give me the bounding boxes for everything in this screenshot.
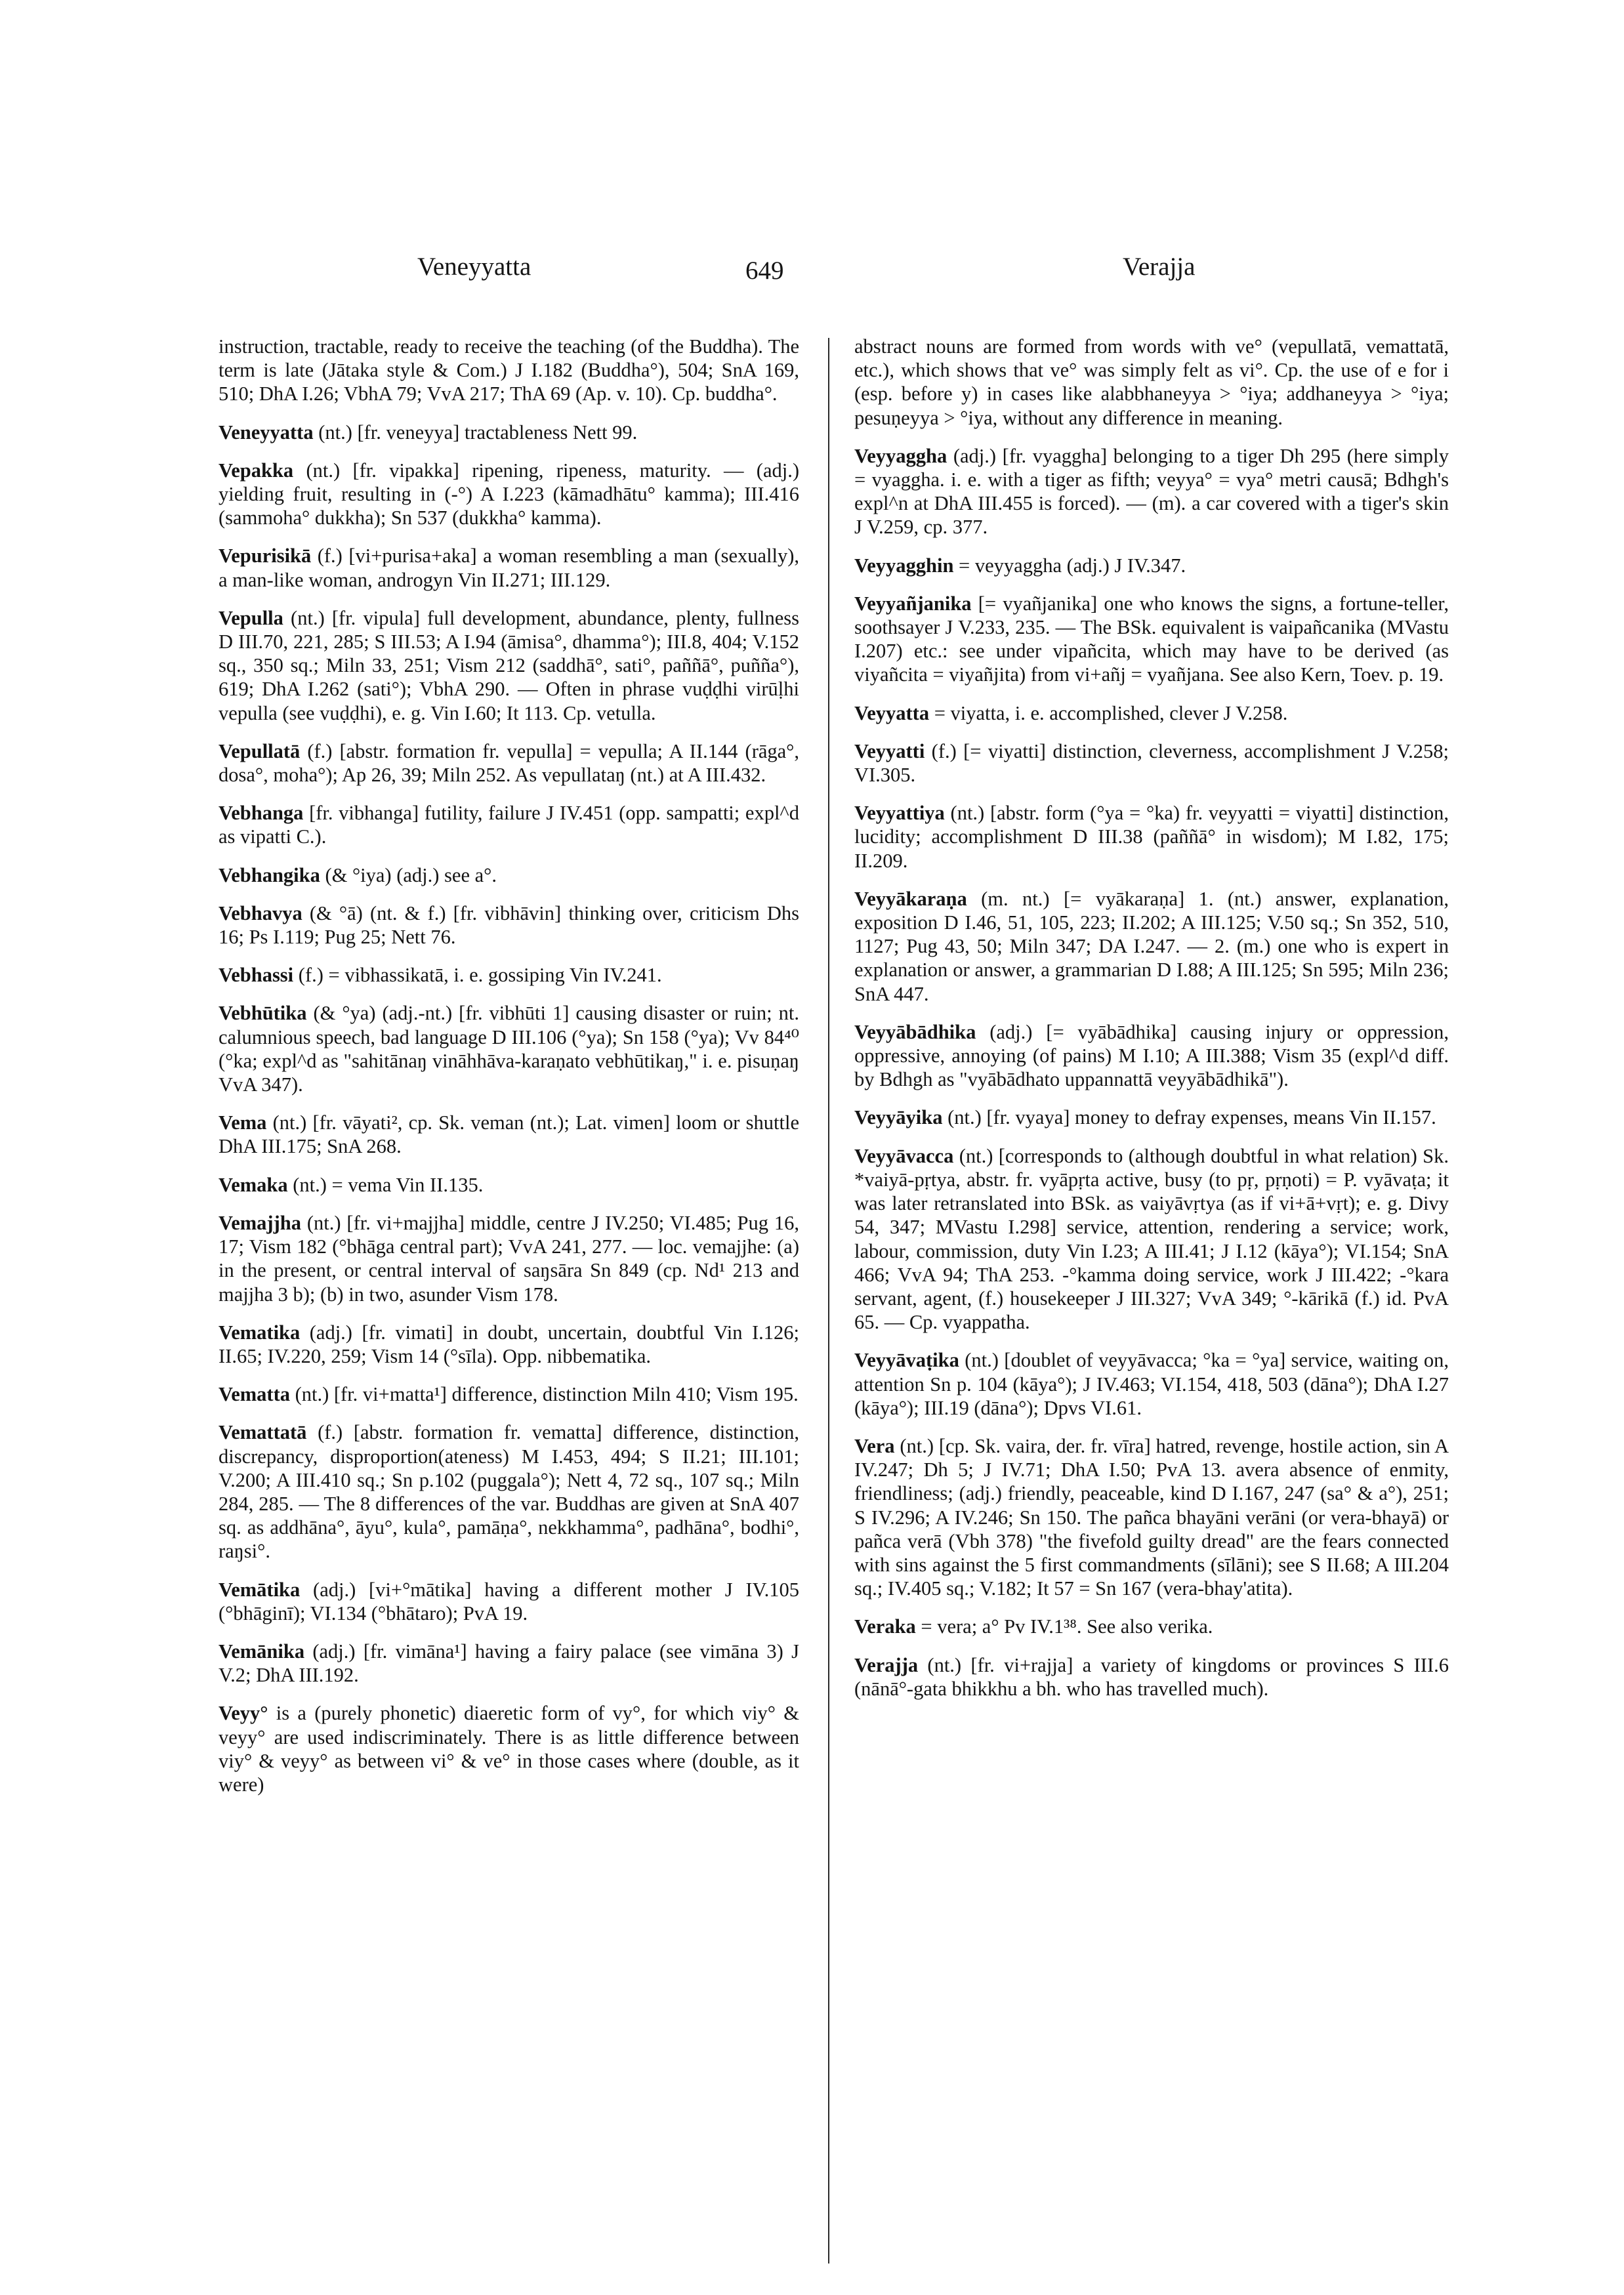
entry-definition: (nt.) [doublet of veyyāvacca; °ka = °ya] service, waiting on, attention Sn p. 104 (kāya°); J IV.463; VI.154, 418, 503 (dāna°); DhA I.27 (kāya°); III.19 (dāna°); Dpvs VI.61.	[854, 1349, 1449, 1419]
entry-headword: Vepullatā	[219, 739, 301, 762]
entry-definition: (nt.) [fr. vipakka] ripening, ripeness, maturity. — (adj.) yielding fruit, resulting in (-°) A I.223 (kāmadhātu° kamma); III.416 (sammoha° dukkha); Sn 537 (dukkha° kamma).	[219, 459, 799, 529]
entry-headword: Vepulla	[219, 606, 283, 629]
dictionary-entry	[854, 1434, 1449, 1600]
entry-definition: (nt.) [corresponds to (although doubtful in what relation) Sk. *vaiyā-pṛtya, abstr. fr. vyāpṛta active, busy (to pṛ, pṛṇoti) = P. vyāvaṭa; it was later retranslated into BSk. as vaiyāvṛtya (as if vi+ā+vṛt); e. g. Divy 54, 347; MVastu I.298] service, attention, rendering a service; work, labour, commission, duty Vin I.23; A III.41; J I.12 (kāya°); VI.154; SnA 466; VvA 94; ThA 253. -°kamma doing service, work J III.422; -°kara servant, agent, (f.) housekeeper J III.327; VvA 349; °-kārikā (f.) id. PvA 65. — Cp. vyappatha.	[854, 1144, 1449, 1334]
entry-definition: instruction, tractable, ready to receive the teaching (of the Buddha). The term is late (Jātaka style & Com.) J I.182 (Buddha°), 504; SnA 169, 510; DhA I.26; VbhA 79; VvA 217; ThA 69 (Ap. v. 10). Cp. buddha°.	[219, 335, 799, 405]
dictionary-entry	[219, 544, 799, 591]
left-column	[219, 335, 799, 1811]
entry-headword: Vepurisikā	[219, 545, 312, 568]
entry-headword: Vebhanga	[219, 802, 304, 825]
entry-definition: [fr. vibhanga] futility, failure J IV.451 (opp. sampatti; expl^d as vipatti C.).	[219, 802, 799, 848]
dictionary-entry	[219, 459, 799, 530]
dictionary-entry	[854, 887, 1449, 1006]
entry-headword: Vera	[854, 1434, 895, 1457]
entry-headword: Vemātika	[219, 1578, 301, 1601]
entry-definition: [= vyañjanika] one who knows the signs, a fortune-teller, soothsayer J V.233, 235. — The BSk. equivalent is vaipañcanika (MVastu I.207) etc.: see under vipañcita, which may have to be derived (as viyañcita = viyañjita) from vi+añj = vyañjana. See also Kern, Toev. p. 19.	[854, 592, 1449, 686]
dictionary-entry	[854, 554, 1449, 577]
dictionary-entry	[219, 606, 799, 725]
entry-definition: is a (purely phonetic) diaeretic form of vy°, for which viy° & veyy° are used indiscriminately. There is as little difference between viy° & veyy° as between vi° & ve° in those cases where (double, as it were)	[219, 1702, 799, 1796]
header-right-headword: Verajja	[1123, 253, 1196, 281]
entry-headword: Veraka	[854, 1615, 916, 1638]
column-divider	[828, 338, 829, 2264]
entry-headword: Vematta	[219, 1383, 290, 1406]
dictionary-entry	[219, 963, 799, 987]
dictionary-entry	[219, 1321, 799, 1368]
dictionary-entry	[219, 335, 799, 406]
entry-headword: Veyyāvaṭika	[854, 1349, 959, 1372]
dictionary-entry	[219, 1640, 799, 1687]
entry-definition: (adj.) [vi+°mātika] having a different mother J IV.105 (°bhāginī); VI.134 (°bhātaro); PvA 19.	[219, 1578, 799, 1624]
dictionary-entry	[219, 1701, 799, 1796]
entry-headword: Vepakka	[219, 459, 294, 482]
dictionary-entry	[854, 592, 1449, 687]
entry-headword: Vemaka	[219, 1173, 288, 1196]
entry-definition: (f.) [abstr. formation fr. vepulla] = vepulla; A II.144 (rāga°, dosa°, moha°); Ap 26, 39; Miln 252. As vepullataŋ (nt.) at A III.432.	[219, 739, 799, 787]
page-number: 649	[745, 257, 784, 285]
entry-headword: Veyyañjanika	[854, 592, 972, 615]
entry-headword: Vematika	[219, 1321, 301, 1344]
dictionary-entry	[219, 1420, 799, 1563]
dictionary-entry	[219, 1111, 799, 1158]
header-left-headword: Veneyyatta	[417, 253, 531, 281]
dictionary-entry	[854, 1144, 1449, 1334]
page-header	[0, 252, 1624, 304]
entry-headword: Veyyāyika	[854, 1106, 943, 1129]
entry-definition: (f.) [abstr. formation fr. vematta] difference, distinction, discrepancy, disproportion(ateness) M I.453, 494; S II.21; III.101; V.200; A III.410 sq.; Sn p.102 (puggala°); Nett 4, 72 sq., 107 sq.; Miln 284, 285. — The 8 differences of the var. Buddhas are given at SnA 407 sq. as addhāna°, āyu°, kula°, pamāṇa°, nekkhamma°, padhāna°, bodhi°, raŋsi°.	[219, 1421, 799, 1563]
entry-headword: Veyyatti	[854, 739, 925, 762]
entry-headword: Veyyākaraṇa	[854, 887, 967, 910]
dictionary-entry	[219, 1211, 799, 1306]
entry-headword: Veyyatta	[854, 701, 930, 724]
dictionary-entry	[219, 801, 799, 848]
entry-definition: = viyatta, i. e. accomplished, clever J V.258.	[929, 701, 1288, 724]
dictionary-entry	[219, 1382, 799, 1406]
dictionary-entry	[854, 1348, 1449, 1420]
entry-definition: (nt.) [fr. vipula] full development, abundance, plenty, fullness D III.70, 221, 285; S III.53; A I.94 (āmisa°, dhamma°); III.8, 404; V.152 sq., 350 sq.; Miln 33, 251; Vism 212 (saddhā°, sati°, paññā°, puñña°), 619; DhA I.262 (sati°); VbhA 290. — Often in phrase vuḍḍhi virūḷhi vepulla (see vuḍḍhi), e. g. Vin I.60; It 113. Cp. vetulla.	[219, 606, 799, 724]
entry-headword: Vemānika	[219, 1640, 305, 1663]
dictionary-entry	[854, 335, 1449, 430]
entry-definition: abstract nouns are formed from words with ve° (vepullatā, vemattatā, etc.), which shows that ve° was simply felt as vi°. Cp. the use of e for i (esp. before y) in cases like alabbhaneyya > °iya; addhaneyya > °iya; pesuṇeyya > °iya, without any difference in meaning.	[854, 335, 1449, 429]
entry-definition: (nt.) [fr. vi+matta¹] difference, distinction Miln 410; Vism 195.	[289, 1383, 799, 1406]
entry-definition: (& °ya) (adj.-nt.) [fr. vibhūti 1] causing disaster or ruin; nt. calumnious speech, bad language D III.106 (°ya); Sn 158 (°ya); Vv 84⁴⁰ (°ka; expl^d as "sahitānaŋ vināhhāva-karaṇato vebhūtikaŋ," i. e. pisuṇaŋ VvA 347).	[219, 1002, 799, 1096]
entry-definition: = vera; a° Pv IV.1³⁸. See also verika.	[915, 1615, 1213, 1638]
entry-headword: Veyyaggha	[854, 444, 947, 467]
entry-definition: (& °iya) (adj.) see a°.	[320, 863, 497, 886]
entry-headword: Vema	[219, 1111, 267, 1134]
entry-headword: Veyy°	[219, 1702, 268, 1725]
entry-definition: (adj.) [= vyābādhika] causing injury or oppression, oppressive, annoying (of pains) M I.10; A III.388; Vism 35 (expl^d diff. by Bdhgh as "vyābādhato uppannattā veyyābādhikā").	[854, 1020, 1449, 1091]
dictionary-entry	[854, 1653, 1449, 1701]
entry-definition: (f.) = vibhassikatā, i. e. gossiping Vin IV.241.	[293, 964, 662, 987]
dictionary-entry	[854, 1020, 1449, 1092]
entry-definition: (m. nt.) [= vyākaraṇa] 1. (nt.) answer, explanation, exposition D I.46, 51, 105, 223; II.202; A III.125; V.50 sq.; Sn 352, 510, 1127; Pug 43, 50; Miln 347; DA I.247. — 2. (m.) one who is expert in explanation or answer, a grammarian D I.88; A III.125; Sn 595; Miln 236; SnA 447.	[854, 887, 1449, 1005]
entry-headword: Vebhangika	[219, 863, 320, 886]
entry-headword: Veyyābādhika	[854, 1020, 976, 1043]
entry-definition: (adj.) [fr. vyaggha] belonging to a tiger Dh 295 (here simply = vyaggha. i. e. with a tiger as fifth; veyya° = vya° metri causā; Bdhgh's expl^n at DhA III.455 is forced). — (m). a car covered with a tiger's skin J V.259, cp. 377.	[854, 444, 1449, 539]
entry-headword: Vebhavya	[219, 901, 302, 924]
entry-definition: (nt.) [cp. Sk. vaira, der. fr. vīra] hatred, revenge, hostile action, sin A IV.247; Dh 5; J IV.71; DhA I.50; PvA 13. avera absence of enmity, friendliness; (adj.) friendly, peaceable, kind D I.167, 247 (sa° & a°), 251; S IV.296; A IV.246; Sn 150. The pañca bhayāni verāni (or vera-bhayā) or pañca verā (Vbh 378) "the fivefold guilty dread" are the fears connected with sins against the 5 first commandments (sīlāni); see S II.68; A III.204 sq.; IV.405 sq.; V.182; It 57 = Sn 167 (vera-bhay'atita).	[854, 1434, 1449, 1600]
entry-headword: Vemattatā	[219, 1421, 307, 1444]
entry-definition: (nt.) [fr. veneyya] tractableness Nett 99.	[313, 421, 638, 444]
entry-definition: (adj.) [fr. vimāna¹] having a fairy palace (see vimāna 3) J V.2; DhA III.192.	[219, 1640, 799, 1687]
dictionary-entry	[854, 739, 1449, 787]
entry-headword: Veyyāvacca	[854, 1144, 954, 1167]
dictionary-entry	[854, 444, 1449, 539]
entry-headword: Veyyagghin	[854, 554, 954, 577]
dictionary-entry	[854, 1615, 1449, 1638]
entry-definition: (f.) [vi+purisa+aka] a woman resembling a man (sexually), a man-like woman, androgyn Vin II.271; III.129.	[219, 545, 799, 591]
entry-definition: (& °ā) (nt. & f.) [fr. vibhāvin] thinking over, criticism Dhs 16; Ps I.119; Pug 25; Nett 76.	[219, 901, 799, 949]
entry-definition: (nt.) = vema Vin II.135.	[287, 1173, 484, 1196]
entry-definition: (adj.) [fr. vimati] in doubt, uncertain, doubtful Vin I.126; II.65; IV.220, 259; Vism 14 (°sīla). Opp. nibbematika.	[219, 1321, 799, 1367]
dictionary-entry	[219, 739, 799, 787]
dictionary-entry	[219, 1578, 799, 1625]
entry-headword: Vebhūtika	[219, 1002, 307, 1025]
dictionary-entry	[854, 801, 1449, 873]
entry-definition: (nt.) [fr. vāyati², cp. Sk. veman (nt.); Lat. vimen] loom or shuttle DhA III.175; SnA 268.	[219, 1111, 799, 1158]
entry-definition: (nt.) [fr. vi+rajja] a variety of kingdoms or provinces S III.6 (nānā°-gata bhikkhu a bh. who has travelled much).	[854, 1653, 1449, 1700]
entry-headword: Verajja	[854, 1653, 919, 1676]
dictionary-entry	[854, 1106, 1449, 1129]
dictionary-entry	[219, 1173, 799, 1197]
dictionary-entry	[219, 421, 799, 444]
dictionary-entry	[219, 863, 799, 887]
entry-headword: Veneyyatta	[219, 421, 314, 444]
entry-definition: (nt.) [abstr. form (°ya = °ka) fr. veyyatti = viyatti] distinction, lucidity; accomplishment D III.38 (paññā° in wisdom); M I.82, 175; II.209.	[854, 802, 1449, 872]
entry-definition: (f.) [= viyatti] distinction, cleverness, accomplishment J V.258; VI.305.	[854, 739, 1449, 787]
dictionary-entry	[854, 701, 1449, 725]
entry-headword: Vemajjha	[219, 1211, 301, 1234]
entry-definition: = veyyaggha (adj.) J IV.347.	[953, 554, 1186, 577]
entry-definition: (nt.) [fr. vi+majjha] middle, centre J IV.250; VI.485; Pug 16, 17; Vism 182 (°bhāga central part); VvA 241, 277. — loc. vemajjhe: (a) in the present, or central interval of saŋsāra Sn 849 (cp. Nd¹ 213 and majjha 3 b); (b) in two, asunder Vism 178.	[219, 1211, 799, 1306]
entry-headword: Veyyattiya	[854, 802, 945, 825]
entry-definition: (nt.) [fr. vyaya] money to defray expenses, means Vin II.157.	[942, 1106, 1436, 1129]
dictionary-entry	[219, 1001, 799, 1096]
dictionary-entry	[219, 901, 799, 949]
right-column	[854, 335, 1449, 1715]
entry-headword: Vebhassi	[219, 964, 294, 987]
